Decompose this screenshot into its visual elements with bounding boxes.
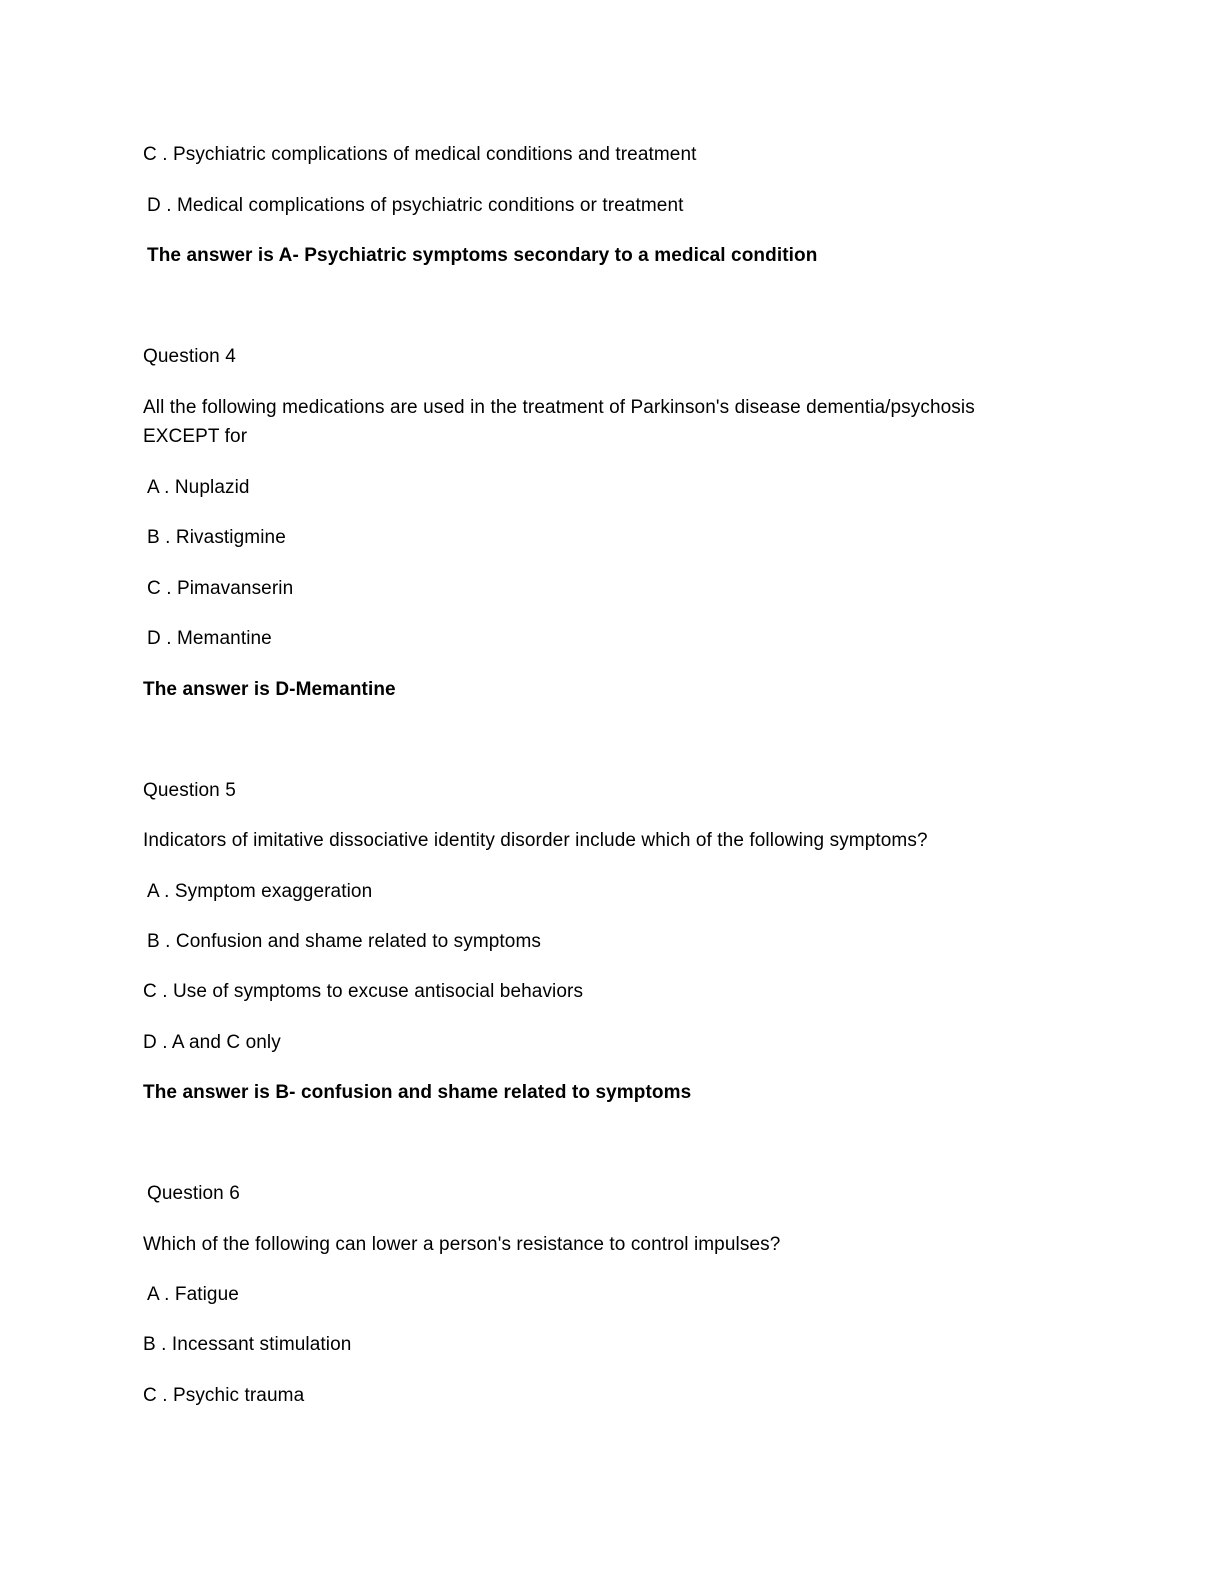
option-d-q3: D . Medical complications of psychiatric conditions or treatment <box>147 195 684 216</box>
question-5-heading: Question 5 <box>143 780 236 801</box>
option-d-q5: D . A and C only <box>143 1032 281 1053</box>
question-6-heading: Question 6 <box>147 1183 240 1204</box>
option-a-q5: A . Symptom exaggeration <box>147 881 373 902</box>
question-5-text: Indicators of imitative dissociative identity disorder include which of the following symptoms? <box>143 830 928 851</box>
question-4-heading: Question 4 <box>143 346 236 367</box>
question-4-text-line-2: EXCEPT for <box>143 426 248 447</box>
option-b-q5: B . Confusion and shame related to symptoms <box>147 931 541 952</box>
question-6-text: Which of the following can lower a person's resistance to control impulses? <box>143 1234 781 1255</box>
option-c-q6: C . Psychic trauma <box>143 1385 305 1406</box>
option-c-q3: C . Psychiatric complications of medical conditions and treatment <box>143 144 697 165</box>
option-c-q5: C . Use of symptoms to excuse antisocial behaviors <box>143 981 584 1002</box>
question-4-text-line-1: All the following medications are used in the treatment of Parkinson's disease dementia/psychosis <box>143 397 975 418</box>
option-d-q4: D . Memantine <box>147 628 272 649</box>
option-c-q4: C . Pimavanserin <box>147 578 294 599</box>
option-a-q4: A . Nuplazid <box>147 477 250 498</box>
answer-q5: The answer is B- confusion and shame related to symptoms <box>143 1082 692 1103</box>
option-b-q6: B . Incessant stimulation <box>143 1334 352 1355</box>
option-b-q4: B . Rivastigmine <box>147 527 286 548</box>
option-a-q6: A . Fatigue <box>147 1284 239 1305</box>
answer-q3: The answer is A- Psychiatric symptoms secondary to a medical condition <box>147 245 818 266</box>
answer-q4: The answer is D-Memantine <box>143 679 396 700</box>
